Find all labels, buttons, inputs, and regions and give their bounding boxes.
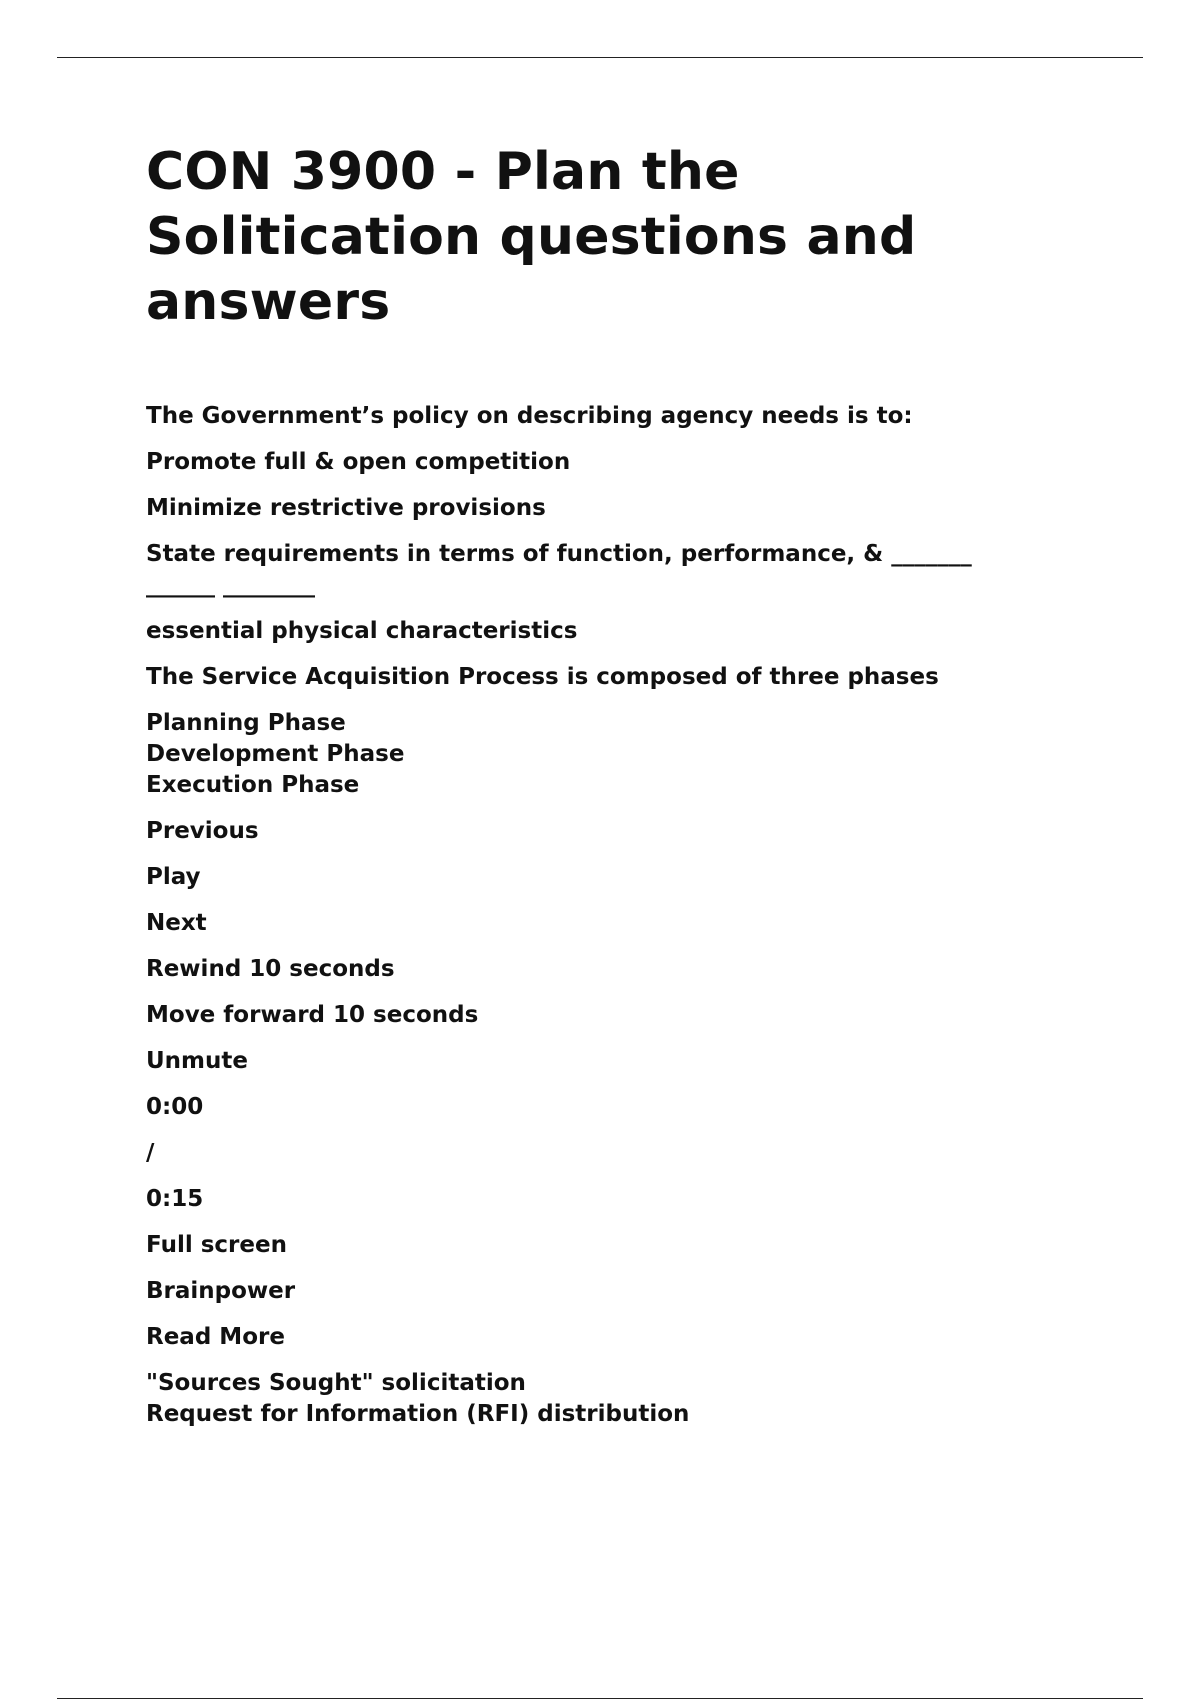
question-requirements: State requirements in terms of function, performance, & _______ ______ ________ xyxy=(146,541,972,598)
brainpower-label: Brainpower xyxy=(146,1278,296,1304)
answer-sources-sought: "Sources Sought" solicitation Request for Information (RFI) distribution xyxy=(146,1370,690,1427)
bottom-rule xyxy=(57,1698,1143,1699)
player-rewind-label: Rewind 10 seconds xyxy=(146,956,395,982)
answer-line: Minimize restrictive provisions xyxy=(146,495,546,521)
document-body xyxy=(146,140,1066,1445)
question-phases: The Service Acquisition Process is composed of three phases xyxy=(146,664,939,690)
player-previous-label: Previous xyxy=(146,818,259,844)
player-time-separator: / xyxy=(146,1140,155,1166)
top-rule xyxy=(57,57,1143,58)
question-policy: The Government’s policy on describing agency needs is to: xyxy=(146,403,913,429)
qa-section xyxy=(146,401,1066,1430)
player-duration: 0:15 xyxy=(146,1186,204,1212)
player-next-label: Next xyxy=(146,910,207,936)
answer-line: Promote full & open competition xyxy=(146,449,571,475)
player-fullscreen-label: Full screen xyxy=(146,1232,287,1258)
answer-line: essential physical characteristics xyxy=(146,618,578,644)
document-title: CON 3900 - Plan the Solitication questions and answers xyxy=(146,142,917,332)
read-more-label: Read More xyxy=(146,1324,285,1350)
player-current-time: 0:00 xyxy=(146,1094,204,1120)
player-play-label: Play xyxy=(146,864,201,890)
player-unmute-label: Unmute xyxy=(146,1048,248,1074)
answer-phases: Planning Phase Development Phase Execution Phase xyxy=(146,710,405,798)
player-forward-label: Move forward 10 seconds xyxy=(146,1002,479,1028)
